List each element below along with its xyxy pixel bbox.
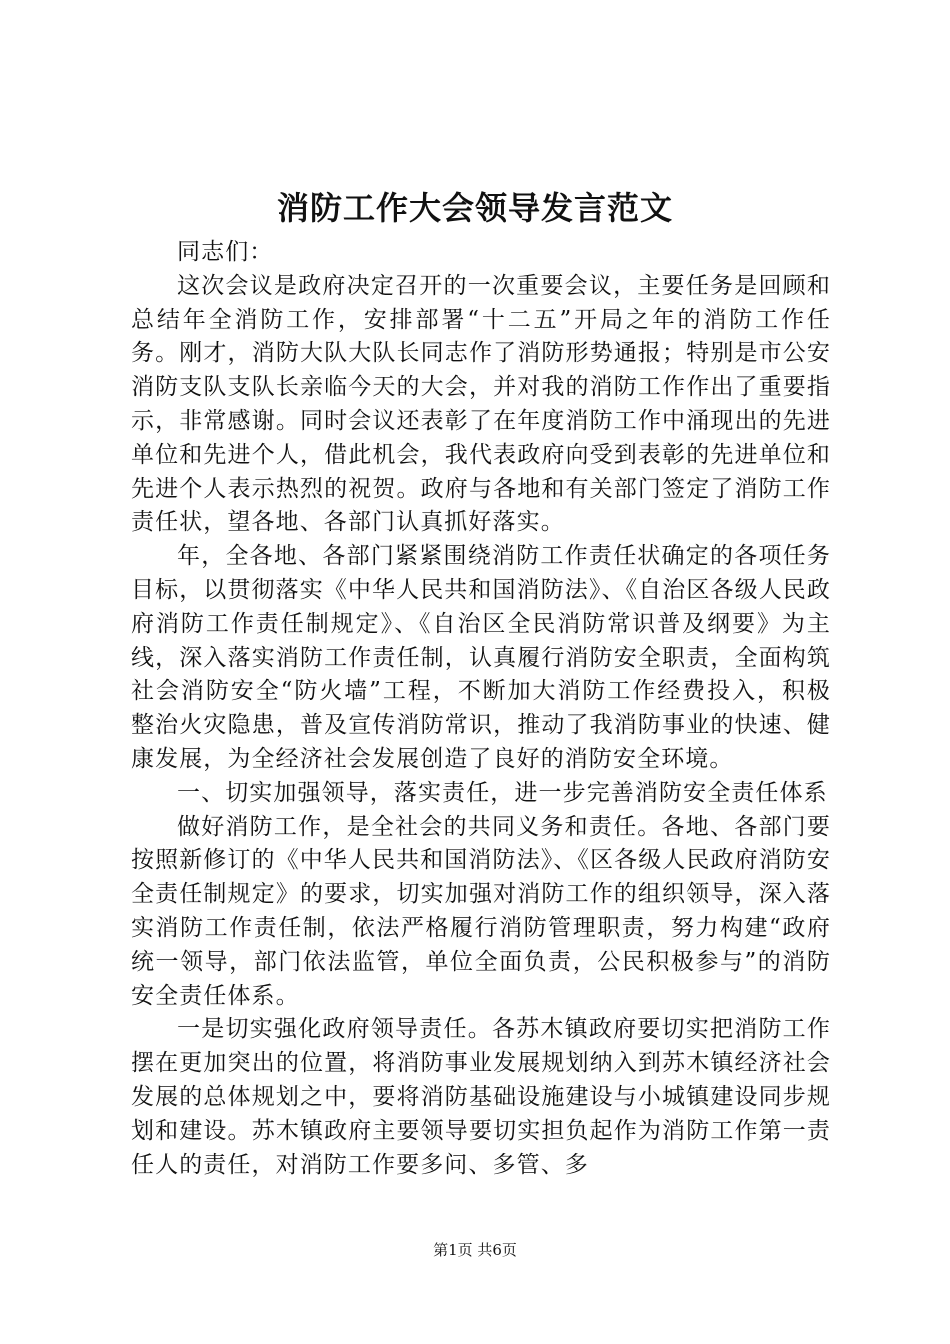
paragraph-responsibility: 做好消防工作，是全社会的共同义务和责任。各地、各部门要按照新修订的《中华人民共和国消防法》、《区各级人民政府消防安全责任制规定》的要求，切实加强对消防工作的组织领导，深入落实消防工作责任制，依法严格履行消防管理职责，努力构建“政府统一领导，部门依法监管，单位全面负责，公民积极参与”的消防安全责任体系。: [131, 813, 831, 1009]
document-title: 消防工作大会领导发言范文: [276, 189, 673, 227]
section-heading-1: 一、切实加强领导，落实责任，进一步完善消防安全责任体系: [177, 779, 828, 806]
document-body: [131, 236, 831, 1182]
page-number: 第1页 共6页: [433, 1241, 517, 1259]
paragraph-review: 年，全各地、各部门紧紧围绕消防工作责任状确定的各项任务目标，以贯彻落实《中华人民共和国消防法》、《自治区各级人民政府消防工作责任制规定》、《自治区全民消防常识普及纲要》为主线，深入落实消防工作责任制，认真履行消防安全职责，全面构筑社会消防安全“防火墙”工程，不断加大消防工作经费投入，积极整治火灾隐患，普及宣传消防常识，推动了我消防事业的快速、健康发展，为全经济社会发展创造了良好的消防安全环境。: [131, 543, 831, 772]
paragraph-greeting: 同志们：: [177, 239, 274, 265]
paragraph-intro: 这次会议是政府决定召开的一次重要会议，主要任务是回顾和总结年全消防工作，安排部署“十二五”开局之年的消防工作任务。刚才，消防大队大队长同志作了消防形势通报；特别是市公安消防支队支队长亲临今天的大会，并对我的消防工作作出了重要指示，非常感谢。同时会议还表彰了在年度消防工作中涌现出的先进单位和先进个人，借此机会，我代表政府向受到表彰的先进单位和先进个人表示热烈的祝贺。政府与各地和有关部门签定了消防工作责任状，望各地、各部门认真抓好落实。: [131, 272, 831, 536]
paragraph-government-duty: 一是切实强化政府领导责任。各苏木镇政府要切实把消防工作摆在更加突出的位置，将消防事业发展规划纳入到苏木镇经济社会发展的总体规划之中，要将消防基础设施建设与小城镇建设同步规划和建设。苏木镇政府主要领导要切实担负起作为消防工作第一责任人的责任，对消防工作要多问、多管、多: [131, 1016, 831, 1178]
